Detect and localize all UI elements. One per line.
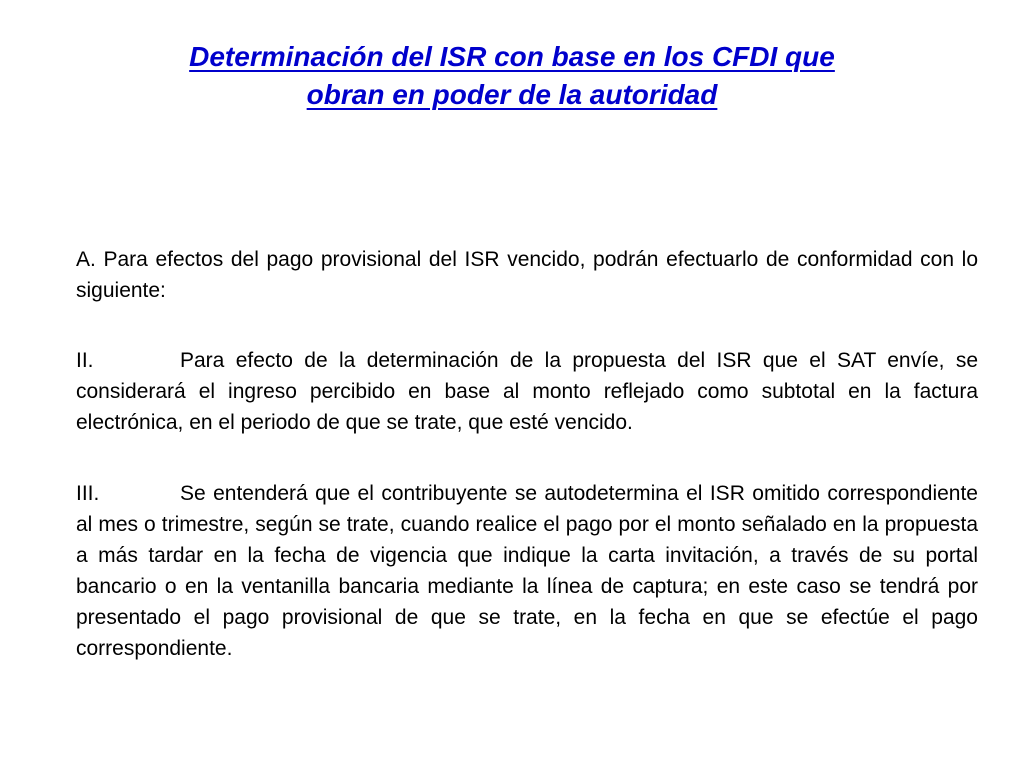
slide-title-line-1: Determinación del ISR con base en los CFDI que [189, 41, 835, 72]
paragraph-ii-text: Para efecto de la determinación de la propuesta del ISR que el SAT envíe, se considerará el ingreso percibido en base al monto reflejado como subtotal en la factura electrónica, en el periodo de que se trate, que esté vencido. [76, 349, 978, 434]
slide-title [80, 38, 944, 114]
paragraph-iii [76, 478, 978, 664]
paragraph-iii-text: Se entenderá que el contribuyente se autodetermina el ISR omitido correspondiente al mes o trimestre, según se trate, cuando realice el pago por el monto señalado en la propuesta a más tardar en la fecha de vigencia que indique la carta invitación, a través de su portal bancario o en la ventanilla bancaria mediante la línea de captura; en este caso se tendrá por presentado el pago provisional de que se trate, en la fecha en que se efectúe el pago correspondiente. [76, 482, 978, 660]
paragraph-a [76, 244, 978, 306]
paragraph-a-text: A. Para efectos del pago provisional del ISR vencido, podrán efectuarlo de conformidad con lo siguiente: [76, 248, 978, 302]
slide-title-line-2: obran en poder de la autoridad [306, 79, 718, 110]
paragraph-ii [76, 345, 978, 438]
paragraph-ii-numeral: II. [76, 349, 94, 372]
paragraph-iii-numeral: III. [76, 482, 100, 505]
